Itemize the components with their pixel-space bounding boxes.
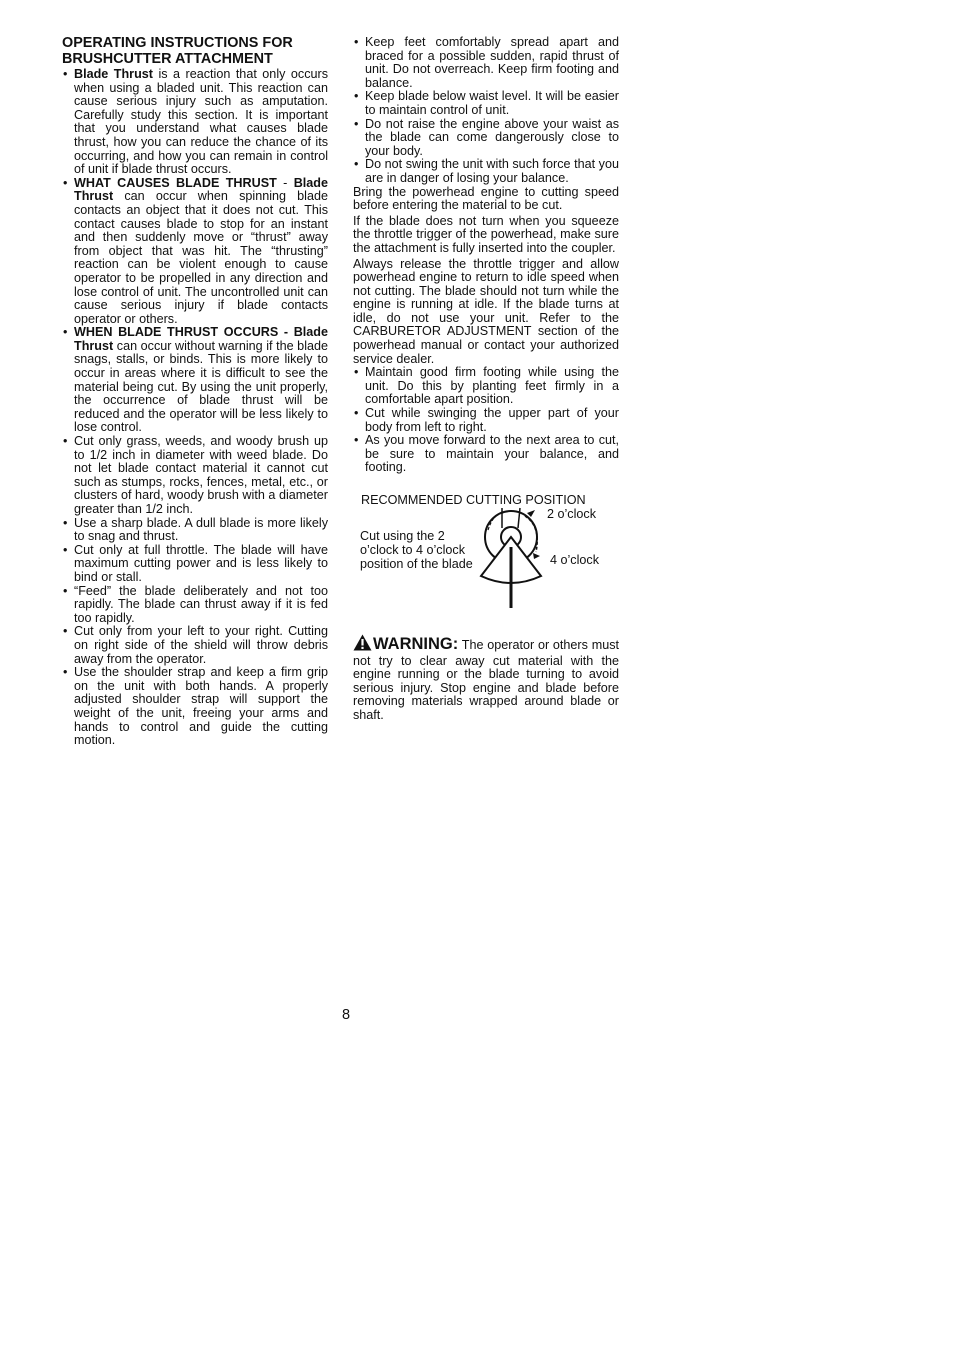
bullet-text: is a reaction that only occurs when using a bladed unit. This reaction can cause serious injury such as amputation. Carefully study this section. It is important that you understand what causes blade thrust, how you can reduce the chance of its occurring, and how you can remain in control of unit if blade thrust occurs.	[74, 67, 328, 177]
bold-term: WHEN BLADE THRUST OCCURS -	[74, 325, 289, 340]
section-title	[62, 36, 328, 67]
dash: -	[276, 175, 294, 190]
bullet-firm-footing: • Maintain good firm footing while using the unit. Do this by planting feet firmly in a comfortable apart position.	[353, 366, 619, 407]
footing-list	[353, 36, 619, 186]
label-2-oclock: 2 o’clock	[547, 507, 596, 521]
bold-term: Blade Thrust	[74, 67, 153, 81]
bullet-do-not-swing: • Do not swing the unit with such force that you are in danger of losing your balance.	[353, 158, 619, 185]
bullet-shoulder-strap: • Use the shoulder strap and keep a firm grip on the unit with both hands. A properly adjusted shoulder strap will support the weight of the unit, freeing your arms and hands to control and guide the cutting motion.	[62, 666, 328, 748]
bold-term: Blade Thrust	[74, 325, 328, 353]
paragraph-release-throttle: Always release the throttle trigger and allow powerhead engine to return to idle speed when not cutting. The blade should not turn while the engine is running at idle. If the blade turns at idle, do not use your unit. Refer to the CARBURETOR ADJUSTMENT section of the powerhead manual or contact your authorized service dealer.	[353, 256, 619, 366]
bullet-feed-blade: • “Feed” the blade deliberately and not too rapidly. The blade can thrust away if it is fed too rapidly.	[62, 585, 328, 626]
paragraph-blade-not-turn: If the blade does not turn when you squeeze the throttle trigger of the powerhead, make sure the attachment is fully inserted into the coupler.	[353, 213, 619, 255]
warning-label: WARNING:	[373, 635, 459, 653]
bullet-full-throttle: • Cut only at full throttle. The blade will have maximum cutting power and is less likely to bind or stall.	[62, 544, 328, 585]
label-4-oclock: 4 o’clock	[550, 553, 599, 567]
bullet-text: can occur when spinning blade contacts an object that it does not cut. This contact causes blade to stop for an instant and then suddenly move or “thrust” away from object that was hit. The “thrusting” reaction can be violent enough to cause operator to be propelled in any direction and lose control of unit. The uncontrolled unit can cause serious injury if blade contacts operator or others.	[74, 189, 328, 326]
arrow-4-oclock	[533, 553, 540, 559]
blade-thrust-list	[62, 68, 328, 748]
bullet-move-forward: • As you move forward to the next area to cut, be sure to maintain your balance, and footing.	[353, 434, 619, 475]
bullet-what-causes	[62, 177, 328, 327]
bold-term: WHAT CAUSES BLADE THRUST	[74, 175, 277, 190]
balance-list	[353, 366, 619, 475]
bullet-swing-body: • Cut while swinging the upper part of your body from left to right.	[353, 407, 619, 434]
arrow-2-oclock	[527, 510, 535, 517]
page-number: 8	[342, 1007, 351, 1023]
bullet-sharp-blade: • Use a sharp blade. A dull blade is more likely to snag and thrust.	[62, 517, 328, 544]
bullet-left-to-right: • Cut only from your left to your right. Cutting on right side of the shield will throw debris away from the operator.	[62, 625, 328, 666]
warning-text: The operator or others must not try to clear away cut material with the engine running or the blade turning to avoid serious injury. Stop engine and blade before removing materials wrapped around blade or shaft.	[353, 638, 619, 722]
bullet-keep-feet: • Keep feet comfortably spread apart and braced for a possible sudden, rapid thrust of unit. Do not overreach. Keep firm footing and balance.	[353, 36, 619, 90]
paragraph-cutting-speed: Bring the powerhead engine to cutting speed before entering the material to be cut.	[353, 184, 619, 213]
warning-triangle-icon	[353, 634, 372, 655]
right-column	[353, 36, 619, 723]
cutting-position-figure	[353, 494, 619, 614]
bullet-engine-waist: • Do not raise the engine above your waist as the blade can come dangerously close to your body.	[353, 118, 619, 159]
left-column	[62, 36, 328, 748]
warning-block	[353, 634, 619, 723]
bullet-when-occurs	[62, 326, 328, 435]
figure-title: RECOMMENDED CUTTING POSITION	[361, 493, 586, 507]
blade-tooth	[518, 508, 520, 528]
blade-diagram	[478, 504, 558, 616]
bullet-text: can occur without warning if the blade snags, stalls, or binds. This is more likely to occur in areas where it is difficult to see the material being cut. By using the unit properly, the occurrence of blade thrust will be reduced and the operator will be less likely to lose control.	[74, 338, 328, 435]
section-title-line-1: OPERATING INSTRUCTIONS FOR	[62, 35, 293, 51]
figure-caption: Cut using the 2 o’clock to 4 o’clock position of the blade	[360, 529, 473, 571]
section-title-line-2: BRUSHCUTTER ATTACHMENT	[62, 50, 273, 67]
bold-term: Blade Thrust	[74, 175, 328, 204]
bullet-blade-thrust	[62, 68, 328, 177]
bullet-cut-only-grass: • Cut only grass, weeds, and woody brush up to 1/2 inch in diameter with weed blade. Do not let blade contact material it cannot cut such as stumps, rocks, fences, metal, etc., or clusters of hard, woody brush with a diameter greater than 1/2 inch.	[62, 435, 328, 517]
bullet-blade-below-waist: • Keep blade below waist level. It will be easier to maintain control of unit.	[353, 90, 619, 117]
